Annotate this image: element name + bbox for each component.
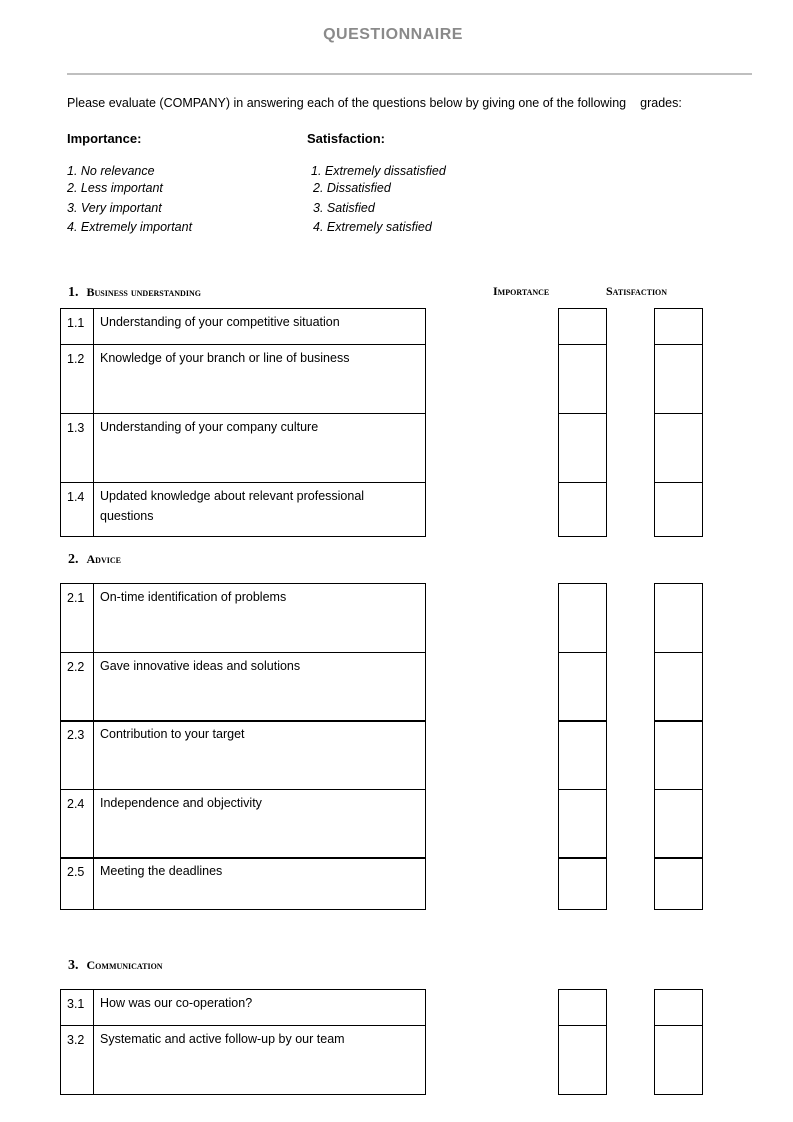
importance-legend-heading: Importance: bbox=[67, 131, 142, 146]
question-text: On-time identification of problems bbox=[100, 590, 287, 604]
question-row bbox=[60, 413, 426, 483]
satisfaction-rating-box[interactable] bbox=[654, 857, 703, 910]
question-text: How was our co-operation? bbox=[100, 996, 253, 1010]
question-number: 1.1 bbox=[61, 309, 94, 344]
satisfaction-rating-box[interactable] bbox=[654, 413, 703, 483]
instructions-tail: grades: bbox=[640, 96, 682, 110]
importance-rating-box[interactable] bbox=[558, 1025, 607, 1095]
question-number: 2.4 bbox=[61, 790, 94, 858]
importance-rating-box[interactable] bbox=[558, 308, 607, 345]
question-number: 2.2 bbox=[61, 653, 94, 721]
question-row bbox=[60, 1025, 426, 1095]
question-text: Independence and objectivity bbox=[100, 796, 262, 810]
question-text: Systematic and active follow-up by our team bbox=[100, 1032, 345, 1046]
section-name: Business understanding bbox=[86, 285, 201, 299]
satisfaction-option: 3. Satisfied bbox=[313, 201, 375, 215]
question-row bbox=[60, 482, 426, 537]
question-row bbox=[60, 989, 426, 1026]
page-title: QUESTIONNAIRE bbox=[323, 26, 463, 43]
importance-option: 4. Extremely important bbox=[67, 220, 193, 234]
satisfaction-rating-box[interactable] bbox=[654, 308, 703, 345]
importance-rating-box[interactable] bbox=[558, 789, 607, 859]
question-row bbox=[60, 652, 426, 722]
question-number: 1.4 bbox=[61, 483, 94, 536]
importance-rating-box[interactable] bbox=[558, 652, 607, 722]
question-number: 2.1 bbox=[61, 584, 94, 652]
importance-rating-box[interactable] bbox=[558, 720, 607, 790]
importance-rating-box[interactable] bbox=[558, 344, 607, 414]
instructions bbox=[67, 96, 682, 110]
satisfaction-column-header: Satisfaction bbox=[606, 284, 668, 298]
section-1-heading bbox=[68, 283, 201, 301]
section-name: Advice bbox=[86, 552, 121, 566]
question-text: Understanding of your company culture bbox=[100, 420, 319, 434]
question-number: 3.2 bbox=[61, 1026, 94, 1094]
section-number: 3. bbox=[68, 958, 79, 973]
satisfaction-rating-box[interactable] bbox=[654, 720, 703, 790]
importance-rating-box[interactable] bbox=[558, 989, 607, 1026]
section-name: Communication bbox=[86, 958, 163, 972]
question-row bbox=[60, 720, 426, 790]
question-row bbox=[60, 789, 426, 859]
satisfaction-rating-box[interactable] bbox=[654, 344, 703, 414]
satisfaction-rating-box[interactable] bbox=[654, 652, 703, 722]
satisfaction-rating-box[interactable] bbox=[654, 583, 703, 653]
question-text: Meeting the deadlines bbox=[100, 864, 223, 878]
question-row bbox=[60, 344, 426, 414]
question-number: 1.3 bbox=[61, 414, 94, 482]
satisfaction-option: 4. Extremely satisfied bbox=[313, 220, 432, 234]
question-row bbox=[60, 308, 426, 345]
question-text: Gave innovative ideas and solutions bbox=[100, 659, 301, 673]
section-2-heading bbox=[68, 550, 121, 568]
satisfaction-rating-box[interactable] bbox=[654, 989, 703, 1026]
section-number: 1. bbox=[68, 285, 79, 300]
section-3-heading bbox=[68, 956, 163, 974]
instructions-text: Please evaluate (COMPANY) in answering each of the questions below by giving one of the following bbox=[67, 96, 627, 110]
question-number: 3.1 bbox=[61, 990, 94, 1025]
importance-rating-box[interactable] bbox=[558, 857, 607, 910]
question-text: Updated knowledge about relevant professional questions bbox=[100, 489, 365, 523]
question-number: 1.2 bbox=[61, 345, 94, 413]
question-text: Contribution to your target bbox=[100, 727, 245, 741]
question-text: Understanding of your competitive situation bbox=[100, 315, 340, 329]
importance-rating-box[interactable] bbox=[558, 413, 607, 483]
section-number: 2. bbox=[68, 552, 79, 567]
question-number: 2.3 bbox=[61, 721, 94, 789]
satisfaction-rating-box[interactable] bbox=[654, 1025, 703, 1095]
importance-rating-box[interactable] bbox=[558, 482, 607, 537]
question-row bbox=[60, 857, 426, 910]
satisfaction-option: 1. Extremely dissatisfied bbox=[311, 164, 446, 178]
satisfaction-legend-heading: Satisfaction: bbox=[307, 131, 386, 146]
question-row bbox=[60, 583, 426, 653]
importance-option: 1. No relevance bbox=[67, 164, 155, 178]
importance-option: 2. Less important bbox=[67, 181, 163, 195]
satisfaction-rating-box[interactable] bbox=[654, 482, 703, 537]
satisfaction-rating-box[interactable] bbox=[654, 789, 703, 859]
question-number: 2.5 bbox=[61, 858, 94, 909]
satisfaction-option: 2. Dissatisfied bbox=[313, 181, 391, 195]
question-text: Knowledge of your branch or line of business bbox=[100, 351, 350, 365]
importance-option: 3. Very important bbox=[67, 201, 162, 215]
importance-column-header: Importance bbox=[493, 284, 550, 298]
title-divider bbox=[67, 73, 752, 75]
importance-rating-box[interactable] bbox=[558, 583, 607, 653]
